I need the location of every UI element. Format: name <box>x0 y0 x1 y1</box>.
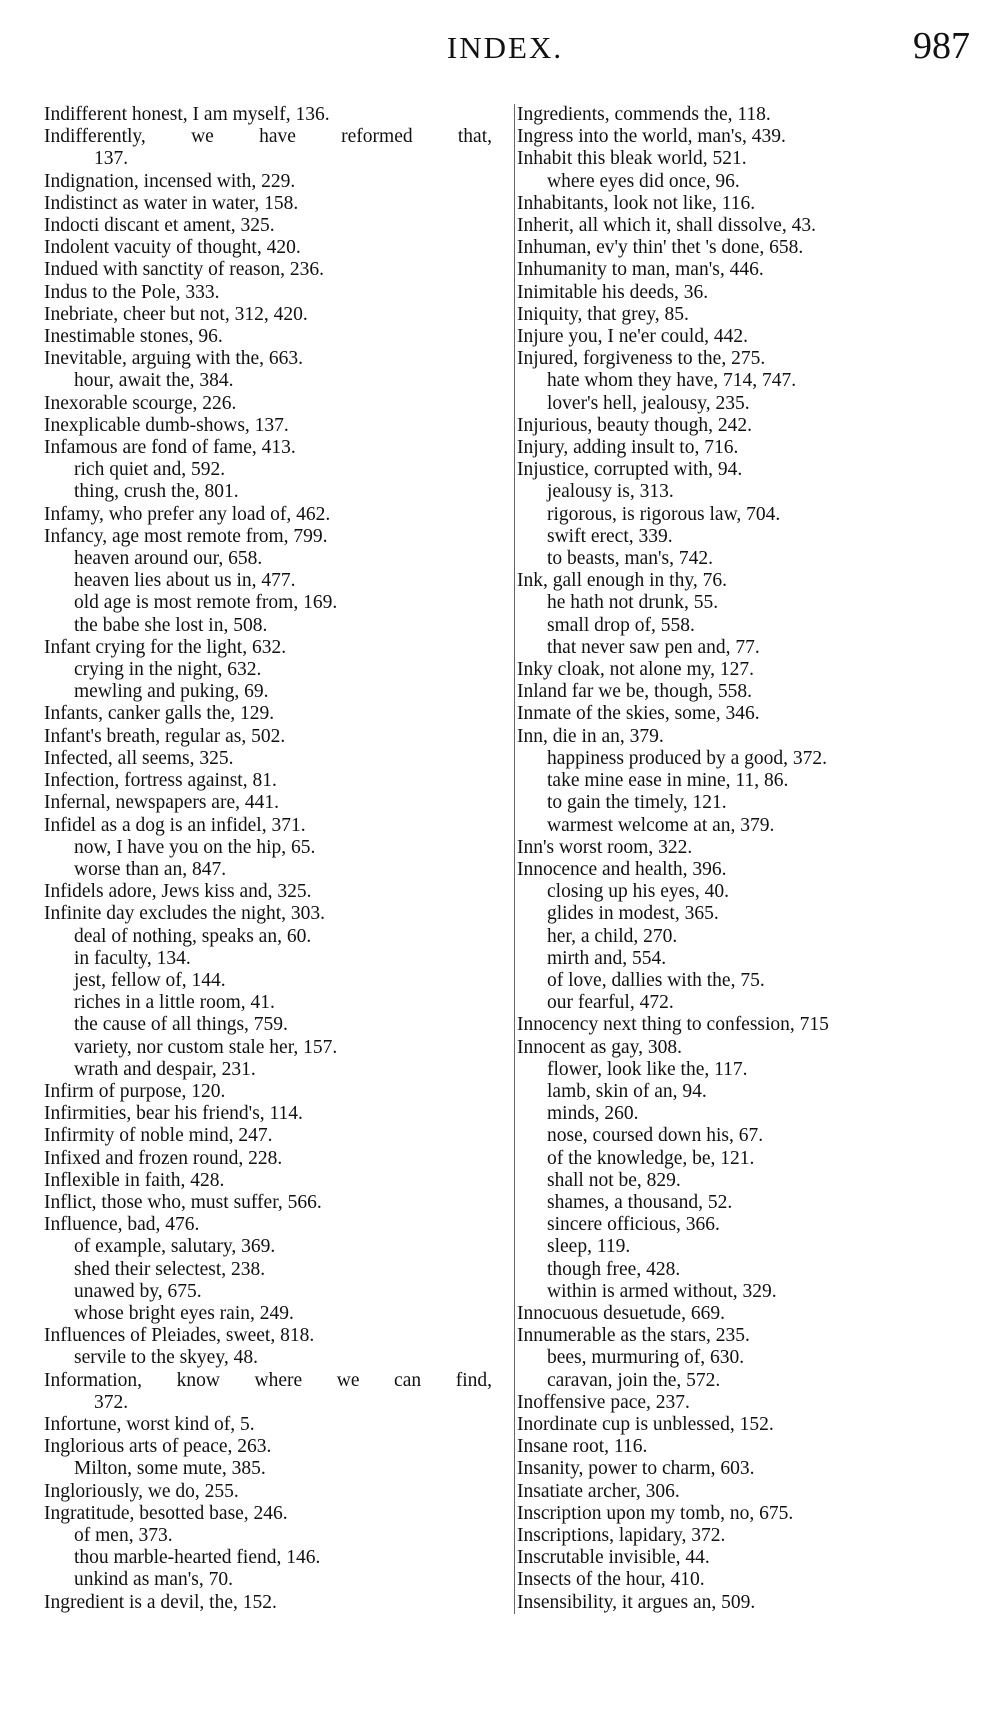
index-subentry: sleep, 119. <box>547 1236 631 1258</box>
index-entry: Inhumanity to man, man's, 446. <box>517 259 764 281</box>
index-subentry: crying in the night, 632. <box>74 659 262 681</box>
index-entry: Inebriate, cheer but not, 312, 420. <box>44 303 308 325</box>
index-subentry: to gain the timely, 121. <box>547 792 727 814</box>
index-entry: Insects of the hour, 410. <box>517 1569 705 1591</box>
page-header <box>40 24 970 74</box>
index-subentry: take mine ease in mine, 11, 86. <box>547 770 789 792</box>
index-subentry: sincere officious, 366. <box>547 1214 720 1236</box>
index-subentry: shed their selectest, 238. <box>74 1258 266 1280</box>
index-entry: Injured, forgiveness to the, 275. <box>517 348 766 370</box>
index-subentry: glides in modest, 365. <box>547 903 719 925</box>
index-entry: Inherit, all which it, shall dissolve, 43. <box>517 215 816 237</box>
index-subentry: shames, a thousand, 52. <box>547 1191 733 1213</box>
index-entry: Infirmities, bear his friend's, 114. <box>44 1103 303 1125</box>
index-entry: Indocti discant et ament, 325. <box>44 215 275 237</box>
index-subentry: in faculty, 134. <box>74 947 191 969</box>
index-entry: Inscriptions, lapidary, 372. <box>517 1525 726 1546</box>
index-entry: Ingloriously, we do, 255. <box>44 1480 239 1502</box>
index-subentry: unawed by, 675. <box>74 1280 202 1302</box>
index-entry: Indifferently, we have reformed that, <box>44 126 492 148</box>
index-entry: Infidels adore, Jews kiss and, 325. <box>44 881 312 903</box>
index-entry: Injustice, corrupted with, 94. <box>517 459 743 481</box>
index-entry: Inordinate cup is unblessed, 152. <box>517 1413 774 1435</box>
index-entry: Inhabitants, look not like, 116. <box>517 192 756 214</box>
index-subentry: hate whom they have, 714, 747. <box>547 370 797 392</box>
index-subentry: swift erect, 339. <box>547 525 673 547</box>
index-subentry: where eyes did once, 96. <box>547 170 740 192</box>
index-entry: Inland far we be, though, 558. <box>517 681 753 703</box>
index-entry: Ingress into the world, man's, 439. <box>517 126 786 148</box>
index-subentry: happiness produced by a good, 372. <box>547 747 827 769</box>
index-entry: Infected, all seems, 325. <box>44 747 234 769</box>
index-entry: Influences of Pleiades, sweet, 818. <box>44 1325 315 1347</box>
index-subentry: unkind as man's, 70. <box>74 1569 233 1591</box>
index-entry: Inhabit this bleak world, 521. <box>517 148 747 170</box>
index-entry: Indistinct as water in water, 158. <box>44 192 299 214</box>
index-subentry: now, I have you on the hip, 65. <box>74 836 316 858</box>
index-subentry: worse than an, 847. <box>74 858 227 880</box>
index-entry: Innocuous desuetude, 669. <box>517 1302 725 1324</box>
index-entry: Inglorious arts of peace, 263. <box>44 1436 272 1458</box>
index-entry: Ingredients, commends the, 118. <box>517 104 771 125</box>
index-entry: Iniquity, that grey, 85. <box>517 303 689 325</box>
index-subentry: within is armed without, 329. <box>547 1280 777 1302</box>
index-subentry: warmest welcome at an, 379. <box>547 814 775 836</box>
index-subentry: to beasts, man's, 742. <box>547 548 713 570</box>
index-entry: Ingratitude, besotted base, 246. <box>44 1502 288 1524</box>
index-entry: Inimitable his deeds, 36. <box>517 281 709 303</box>
index-entry: Inexplicable dumb-shows, 137. <box>44 414 289 436</box>
index-subentry: deal of nothing, speaks an, 60. <box>74 925 312 947</box>
index-entry: Insensibility, it argues an, 509. <box>517 1591 756 1613</box>
index-entry: Inhuman, ev'y thin' thet 's done, 658. <box>517 237 804 259</box>
index-subentry: hour, await the, 384. <box>74 370 234 392</box>
index-subentry: rigorous, is rigorous law, 704. <box>547 503 781 525</box>
index-entry: Infamous are fond of fame, 413. <box>44 437 296 459</box>
index-subentry: riches in a little room, 41. <box>74 992 275 1014</box>
index-subentry: her, a child, 270. <box>547 925 678 947</box>
index-subentry: heaven lies about us in, 477. <box>74 570 296 592</box>
index-subentry: wrath and despair, 231. <box>74 1058 256 1080</box>
index-subentry: lamb, skin of an, 94. <box>547 1080 707 1102</box>
index-entry: Insatiate archer, 306. <box>517 1480 680 1502</box>
index-subentry: small drop of, 558. <box>547 614 695 636</box>
index-entry: Indifferent honest, I am myself, 136. <box>44 104 330 125</box>
index-subentry: of men, 373. <box>74 1525 173 1546</box>
index-entry: Infamy, who prefer any load of, 462. <box>44 503 331 525</box>
index-entry: Injure you, I ne'er could, 442. <box>517 326 748 348</box>
index-entry: Ingredient is a devil, the, 152. <box>44 1591 277 1613</box>
index-subentry: caravan, join the, 572. <box>547 1369 721 1391</box>
index-column-left <box>44 104 492 1614</box>
index-subentry: servile to the skyey, 48. <box>74 1347 258 1369</box>
index-entry: Inflexible in faith, 428. <box>44 1169 225 1191</box>
index-entry: Innumerable as the stars, 235. <box>517 1325 750 1347</box>
index-entry: Injurious, beauty though, 242. <box>517 414 753 436</box>
index-entry: Influence, bad, 476. <box>44 1214 200 1236</box>
index-subentry: mewling and puking, 69. <box>74 681 269 703</box>
index-subentry: jealousy is, 313. <box>547 481 674 503</box>
index-entry: Inmate of the skies, some, 346. <box>517 703 760 725</box>
index-entry: Indued with sanctity of reason, 236. <box>44 259 324 281</box>
index-column-right <box>514 104 972 1614</box>
index-entry: Inn's worst room, 322. <box>517 836 693 858</box>
index-subentry: the babe she lost in, 508. <box>74 614 268 636</box>
index-entry: Innocent as gay, 308. <box>517 1036 682 1058</box>
index-entry: Innocence and health, 396. <box>517 858 727 880</box>
index-entry: Inestimable stones, 96. <box>44 326 223 348</box>
index-entry: Infants, canker galls the, 129. <box>44 703 275 725</box>
index-subentry: whose bright eyes rain, 249. <box>74 1302 294 1324</box>
index-entry: Inscrutable invisible, 44. <box>517 1547 710 1569</box>
index-entry-continuation: 137. <box>94 148 129 170</box>
index-entry: Inflict, those who, must suffer, 566. <box>44 1191 322 1213</box>
index-entry: Indignation, incensed with, 229. <box>44 170 296 192</box>
index-entry: Infirm of purpose, 120. <box>44 1080 226 1102</box>
index-subentry: mirth and, 554. <box>547 947 667 969</box>
index-subentry: heaven around our, 658. <box>74 548 263 570</box>
index-subentry: Milton, some mute, 385. <box>74 1458 266 1480</box>
index-entry: Infancy, age most remote from, 799. <box>44 525 328 547</box>
index-entry: Inky cloak, not alone my, 127. <box>517 659 755 681</box>
index-subentry: bees, murmuring of, 630. <box>547 1347 745 1369</box>
index-entry: Inoffensive pace, 237. <box>517 1391 690 1413</box>
index-entry: Infant's breath, regular as, 502. <box>44 725 286 747</box>
index-entry: Innocency next thing to confession, 715 <box>517 1014 829 1036</box>
index-subentry: closing up his eyes, 40. <box>547 881 729 903</box>
index-entry: Inevitable, arguing with the, 663. <box>44 348 304 370</box>
page-title: INDEX. <box>446 30 564 65</box>
index-entry: Infection, fortress against, 81. <box>44 770 277 792</box>
index-subentry: rich quiet and, 592. <box>74 459 226 481</box>
index-subentry: old age is most remote from, 169. <box>74 592 338 614</box>
index-subentry: of example, salutary, 369. <box>74 1236 276 1258</box>
index-subentry: flower, look like the, 117. <box>547 1058 748 1080</box>
page-number: 987 <box>913 25 970 67</box>
index-subentry: thing, crush the, 801. <box>74 481 239 503</box>
index-subentry: nose, coursed down his, 67. <box>547 1125 764 1147</box>
index-entry: Insanity, power to charm, 603. <box>517 1458 755 1480</box>
index-entry: Infirmity of noble mind, 247. <box>44 1125 273 1147</box>
index-entry: Infidel as a dog is an infidel, 371. <box>44 814 306 836</box>
index-entry-continuation: 372. <box>94 1391 129 1413</box>
index-subentry: he hath not drunk, 55. <box>547 592 719 614</box>
index-entry: Indolent vacuity of thought, 420. <box>44 237 301 259</box>
index-entry: Indus to the Pole, 333. <box>44 281 220 303</box>
index-subentry: our fearful, 472. <box>547 992 674 1014</box>
index-entry: Inscription upon my tomb, no, 675. <box>517 1502 794 1524</box>
index-subentry: minds, 260. <box>547 1103 639 1125</box>
index-entry: Insane root, 116. <box>517 1436 648 1458</box>
index-entry: Inexorable scourge, 226. <box>44 392 237 414</box>
index-entry: Ink, gall enough in thy, 76. <box>517 570 727 592</box>
index-entry: Infortune, worst kind of, 5. <box>44 1413 255 1435</box>
index-subentry: lover's hell, jealousy, 235. <box>547 392 750 414</box>
index-subentry: thou marble-hearted fiend, 146. <box>74 1547 321 1569</box>
index-entry: Infant crying for the light, 632. <box>44 636 287 658</box>
index-subentry: jest, fellow of, 144. <box>74 969 226 991</box>
index-subentry: of love, dallies with the, 75. <box>547 969 765 991</box>
index-subentry: though free, 428. <box>547 1258 681 1280</box>
index-subentry: that never saw pen and, 77. <box>547 636 760 658</box>
index-subentry: the cause of all things, 759. <box>74 1014 288 1036</box>
index-entry: Inn, die in an, 379. <box>517 725 664 747</box>
index-entry: Information, know where we can find, <box>44 1369 492 1391</box>
index-entry: Injury, adding insult to, 716. <box>517 437 739 459</box>
index-subentry: shall not be, 829. <box>547 1169 681 1191</box>
index-subentry: variety, nor custom stale her, 157. <box>74 1036 338 1058</box>
index-entry: Infinite day excludes the night, 303. <box>44 903 326 925</box>
index-entry: Infernal, newspapers are, 441. <box>44 792 279 814</box>
index-subentry: of the knowledge, be, 121. <box>547 1147 755 1169</box>
index-entry: Infixed and frozen round, 228. <box>44 1147 283 1169</box>
